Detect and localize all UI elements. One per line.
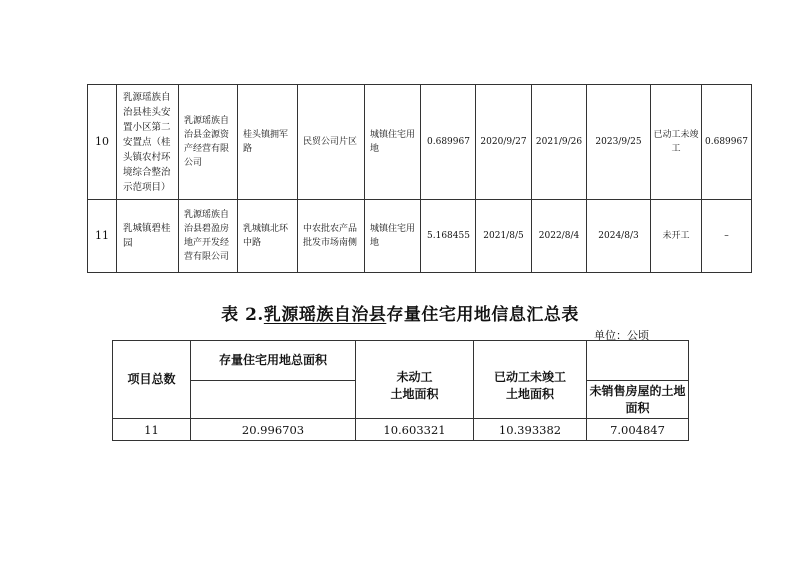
road-name: 桂头镇拥军路 — [238, 85, 298, 200]
company-name: 乳源瑶族自治县碧盈房地产开发经营有限公司 — [179, 200, 238, 273]
location: 中农批农产品批发市场南侧 — [298, 200, 365, 273]
land-area: 5.168455 — [421, 200, 476, 273]
value-unsold: 7.004847 — [587, 419, 689, 441]
value-not-started: 10.603321 — [356, 419, 474, 441]
caption-title: 存量住宅用地信息汇总表 — [386, 305, 579, 325]
summary-table — [112, 340, 689, 441]
header-total-area: 存量住宅用地总面积 — [191, 341, 356, 381]
header-not-started-text: 未动工 土地面积 — [390, 369, 439, 401]
header-started-unfinished-text: 已动工未竣工 土地面积 — [493, 369, 566, 401]
unsold-area: 0.689967 — [702, 85, 752, 200]
value-started-unfinished: 10.393382 — [474, 419, 587, 441]
caption-prefix: 表 2. — [221, 305, 264, 325]
land-use: 城镇住宅用地 — [365, 200, 421, 273]
land-detail-table — [87, 84, 752, 273]
value-total-area: 20.996703 — [191, 419, 356, 441]
project-name: 乳城镇碧桂园 — [117, 200, 179, 273]
summary-table-caption — [0, 300, 800, 325]
table-header-row — [113, 341, 689, 361]
row-index: 10 — [88, 85, 117, 200]
date-finish: 2024/8/3 — [587, 200, 651, 273]
date-delivery: 2021/8/5 — [476, 200, 532, 273]
project-name: 乳源瑶族自治县桂头安置小区第二安置点（桂头镇农村环境综合整治示范项目） — [117, 85, 179, 200]
road-name: 乳城镇北环中路 — [238, 200, 298, 273]
location: 民贸公司片区 — [298, 85, 365, 200]
status: 未开工 — [651, 200, 702, 273]
table-row — [113, 419, 689, 441]
table-row — [88, 200, 752, 273]
land-use: 城镇住宅用地 — [365, 85, 421, 200]
date-delivery: 2020/9/27 — [476, 85, 532, 200]
date-start: 2021/9/26 — [532, 85, 587, 200]
caption-county: 乳源瑶族自治县 — [263, 305, 387, 325]
value-total-projects: 11 — [113, 419, 191, 441]
header-not-started — [356, 341, 474, 419]
company-name: 乳源瑶族自治县金源资产经营有限公司 — [179, 85, 238, 200]
header-blank-cell — [587, 361, 689, 381]
date-start: 2022/8/4 — [532, 200, 587, 273]
table-row — [88, 85, 752, 200]
date-finish: 2023/9/25 — [587, 85, 651, 200]
unit-label: 单位：公顷 — [594, 329, 649, 342]
header-unsold: 未销售房屋的土地面积 — [587, 381, 689, 419]
header-total-projects: 项目总数 — [113, 341, 191, 419]
unsold-area: – — [702, 200, 752, 273]
header-total-area-cont — [191, 381, 356, 419]
row-index: 11 — [88, 200, 117, 273]
header-started-unfinished — [474, 341, 587, 419]
header-blank-cell — [587, 341, 689, 361]
land-area: 0.689967 — [421, 85, 476, 200]
status: 已动工未竣工 — [651, 85, 702, 200]
